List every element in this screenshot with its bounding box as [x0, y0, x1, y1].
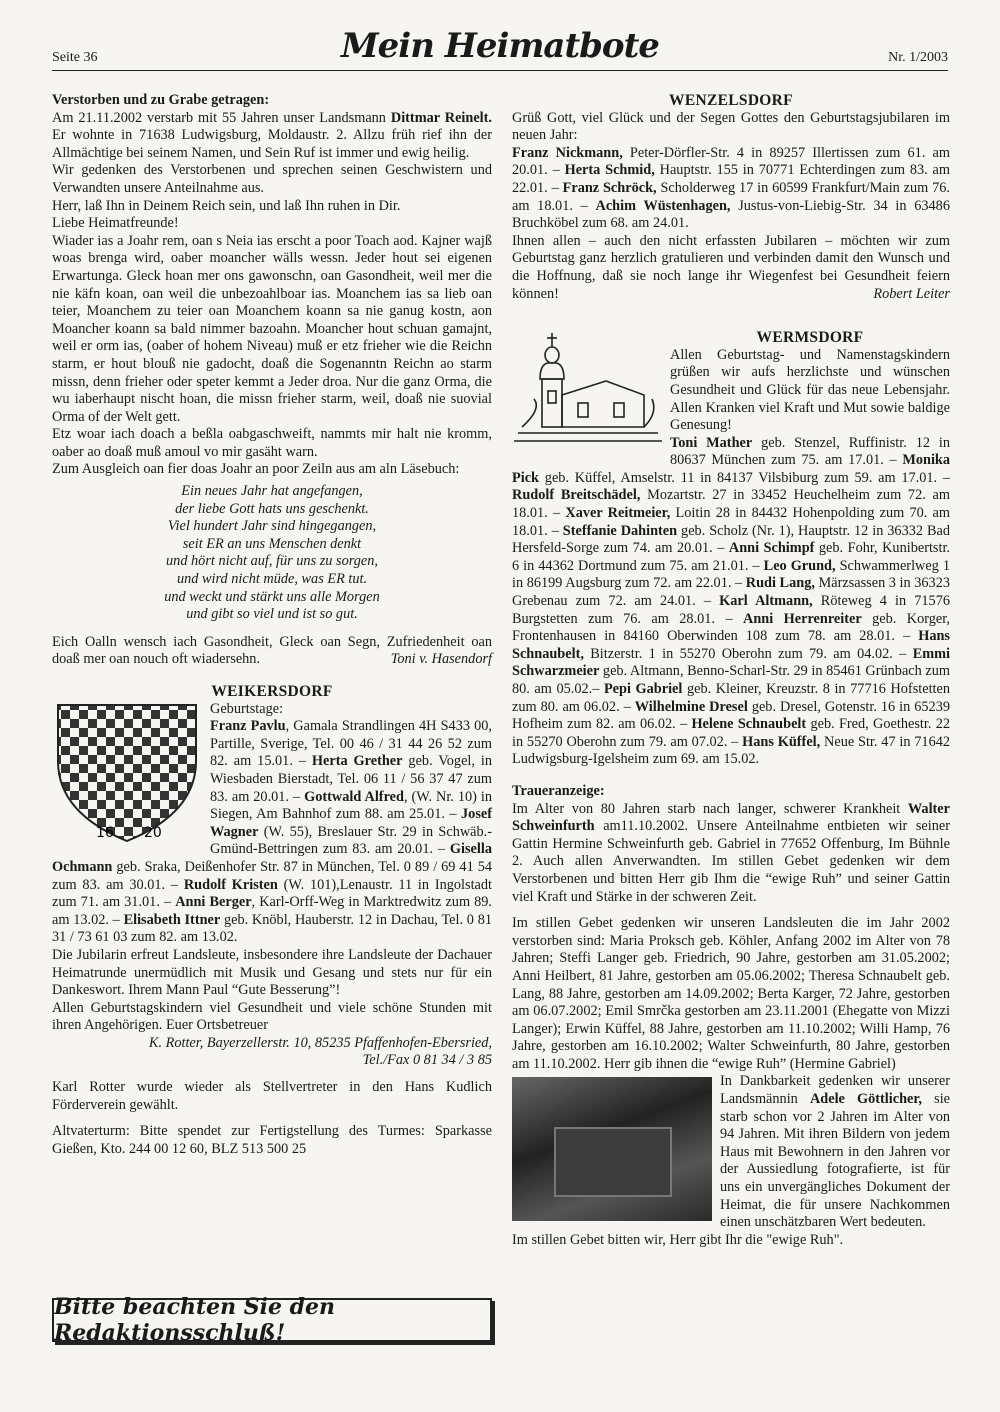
weikersdorf-birthdays: Franz Pavlu, Gamala Strandlingen 4H S433 00, Partille, Sverige, Tel. 00 46 / 31 44 26 52 zum 82. am 15.01. – Herta Grether geb. Vogel, in Wiesbaden Bierstadt, Tel. 06 11 / 56 37 47 zum 83. am 20.01. – Gottwald Alfred, (W. Nr. 10) in Siegen, Am Bahnhof zum 88. am 25.01. – Josef Wagner (W. 55), Breslauer Str. 29 in Schwäb.-Gmünd-Bettringen zum 83. am 20.01. – Gisella Ochmann geb. Sraka, Deißenhofer Str. 87 in München, Tel. 0 89 / 69 41 54 zum 83. am 30.01. – Rudolf Kristen (W. 101),Lenaustr. 11 in Ingolstadt zum 71. am 31.01. – Anni Berger, Karl-Orff-Weg in Marktredwitz zum 89. am 13.02. – Elisabeth Ittner geb. Knöbl, Hauberstr. 12 in Dachau, Tel. 0 81 31 / 73 61 03 zum 82. am 13.02. [52, 718, 493, 946]
obituary-prayer: Herr, laß Ihn in Deinem Reich sein, und laß Ihn ruhen in Dir. [52, 197, 401, 214]
wenzelsdorf-birthdays: Franz Nickmann, Peter-Dörfler-Str. 4 in 89257 Illertissen zum 61. am 20.01. – Herta Schmid, Hauptstr. 155 in 70771 Echterdingen zum 83. am 22.01. – Franz Schröck, Scholderweg 17 in 60599 Frankfurt/Main zum 76. am 18.01. – Achim Wüstenhagen, Justus-von-Liebig-Str. 34 in 63486 Bruchköbel zum 68. am 24.01. [512, 144, 951, 232]
shield-icon [52, 701, 202, 843]
poem-line: und weckt und stärkt uns alle Morgen [164, 588, 380, 605]
poem-line: seit ER an uns Menschen denkt [182, 535, 362, 552]
shield-year: 16 [96, 824, 114, 841]
weikersdorf-note: Die Jubilarin erfreut Landsleute, insbesondere ihre Landsleute der Dachauer Heimatrunde unermüdlich mit Musik und Gesang und stets nur für ein Dankeswort. Ihrem Mann Paul “Gute Besserung”! [52, 946, 492, 999]
poem [52, 483, 492, 624]
mourning-notice: Im Alter von 80 Jahren starb nach langer, schwerer Krankheit Walter Schweinfurth am11.10.2002. Unsere Anteilnahme entbieten wir seiner Gattin Hermine Schweinfurth geb. Gabriel in 77652 Offenburg, Im Bühnle 2. Auch allen Anverwandten. Im stillen Gebet gedenken wir dem Verstorbenen und bitten Herr gib Ihm die “ewige Ruh” und seiner Gattin viel Kraft und Stärke in der schweren Zeit. [512, 800, 951, 905]
signature-phone: Tel./Fax 0 81 34 / 3 85 [362, 1052, 492, 1069]
dialect-paragraph: Zum Ausgleich oan fier doas Joahr an poor Zeiln aus am aln Läsebuch: [52, 461, 460, 478]
author: Toni v. Hasendorf [390, 651, 492, 668]
poem-line: und hört nicht auf, für uns zu sorgen, [166, 553, 378, 570]
poem-line: Ein neues Jahr hat angefangen, [181, 483, 363, 500]
final-prayer: Im stillen Gebet bitten wir, Herr gibt Ihr die "ewige Ruh". [512, 1231, 844, 1248]
church-drawing [512, 329, 662, 453]
signature-address: K. Rotter, Bayerzellerstr. 10, 85235 Pfaffenhofen-Ebersried, [148, 1034, 492, 1051]
wermsdorf-intro: Allen Geburtstag- und Namenstagskindern grüßen wir aufs herzlichste und wünschen Gesundheit und Glück für das neue Lebensjahr. Allen Kranken viel Kraft und Mut sowie baldige Genesung! [670, 346, 950, 434]
deceased-list: Im stillen Gebet gedenken wir unseren Landsleuten die im Jahr 2002 verstorben sind: Maria Proksch geb. Köhler, Anfang 2002 im Alter von 78 Jahren; Steffi Langer geb. Friedrich, 90 Jahre, gestorben am 31.05.2002; Anni Heilbert, 81 Jahre, gestorben am 05.06.2002; Theresa Schnaubelt geb. Lang, 88 Jahre, gestorben am 14.09.2002; Berta Karger, 72 Jahre, gestorben am 06.07.2002; Emil Smrčka gestorben am 23.11.2001 (Ehegatte von Mizzi Langer); Erwin Küffel, 88 Jahre, gestorben am 11.10.2002; Willi Hamp, 76 Jahre, gestorben am 16.10.2002; Walter Schweinfurth, 80 Jahre, gestorben am 11.10.2002. Herr gib ihnen die “ewige Ruh” (Hermine Gabriel) [512, 915, 950, 1072]
donation-note: Altvaterturm: Bitte spendet zur Fertigstellung des Turmes: Sparkasse Gießen, Kto. 244 00 12 60, BLZ 513 500 25 [52, 1123, 492, 1157]
issue-number: Nr. 1/2003 [888, 50, 948, 65]
section-heading-wermsdorf: WERMSDORF [756, 329, 864, 347]
poem-line: und gibt so viel und ist so gut. [186, 606, 358, 623]
page-number: Seite 36 [52, 50, 98, 65]
remembrance-text: In Dankbarkeit gedenken wir unserer Landsmännin Adele Göttlicher, sie starb schon vor 2 Jahren im Alter von 94 Jahren. Mit ihren Bildern von jedem Haus mit Bewohnern in den Jahren vor der Aussiedlung fotografierte, ist für uns ein unvergängliches Dokument der Heimat, die für unsere Nachkommen einen unschätzbaren Wert bedeuten. [720, 1073, 951, 1231]
right-column [512, 92, 950, 1249]
church-icon [512, 329, 662, 447]
dialect-paragraph: Wiader ias a Joahr rem, oan s Neia ias erscht a poor Toach aod. Kajner wajß woas brenga wird, oaber moancher wälls wessn. Jeder hout sei eigenen Erwartunga. Gleck hoan mer ons gawonschn, oan Gasondheit, weil mer die nie käfn koan, oan weil die unbezoahlboar ias. Moanchem ias sa lieb oan teier, Moanchem zu teier oan Moanchem koann sa nie ganug kostn, aon Moancher koann sa bald nimmer bazoahn. Moancher hout schuan gamajnt, weil er orm ias, (oaber of hohem Niveau) muß er etz frieher wie die Reichn starm, er hout blouß nie gadocht, doaß die Sogenanntn Reichn ao starm missn, denn frieher oder speter kemmt a Jeder droa. Nur die ganz Orma, die wu iaberhaupt nischt hoan, die missn frieher starm, weil, doaß nie suovial Orma of der Welt gett. [52, 232, 492, 425]
obituary-condolence: Wir gedenken des Verstorbenen und sprechen seinen Geschwistern und Verwandten unsere Anteilnahme aus. [52, 162, 492, 196]
dialect-paragraph: Etz woar iach doach a beßla oabgaschweift, nammts mir halt nie kromm, oaber ao doaß muß amoul vo mir gasäht warn. [52, 426, 492, 460]
election-note: Karl Rotter wurde wieder als Stellvertreter in den Hans Kudlich Förderverein gewählt. [52, 1079, 492, 1113]
wermsdorf-birthdays: Toni Mather geb. Stenzel, Ruffinistr. 12 in 80637 München zum 75. am 17.01. – Monika Pick geb. Küffel, Amselstr. 11 in 84137 Vilsbiburg zum 59. am 17.01. – Rudolf Breitschädel, Mozartstr. 27 in 33452 Heuchelheim zum 72. am 18.01. – Xaver Reitmeier, Loitin 28 in 84432 Hohenpolding zum 70. am 18.01. – Steffanie Dahinten geb. Scholz (Nr. 1), Hauptstr. 12 in 36332 Bad Hersfeld-Sorge zum 74. am 20.01. – Anni Schimpf geb. Fohr, Kunibertstr. 6 in 44362 Dortmund zum 75. am 21.01. – Leo Grund, Schwammerlweg 1 in 86199 Augsburg zum 72. am 22.01. – Rudi Lang, Märzsassen 3 in 36323 Grebenau zum 72. am 24.01. – Karl Altmann, Röteweg 4 in 71576 Burgstetten zum 76. am 28.01. – Anni Herrenreiter geb. Korger, Frontenhausen in 84160 Oberwinden 108 zum 78. am 28.01. – Hans Schnaubelt, Bitzerstr. 1 in 55270 Oberohn zum 79. am 04.02. – Emmi Schwarzmeier geb. Altmann, Benno-Scharl-Str. 29 in 85461 Grünbach zum 80. am 05.02.– Pepi Gabriel geb. Kleiner, Kreuzstr. 8 in 77716 Hofstetten zum 80. am 06.02. – Wilhelmine Dresel geb. Dresel, Gotenstr. 16 in 65239 Hofheim zum 82. am 06.02. – Helene Schnaubelt geb. Fred, Goethestr. 22 in 55270 Oberohn zum 79. am 07.02. – Hans Küffel, Neue Str. 47 in 71642 Ludwigsburg-Igelsheim zum 69. am 15.02. [512, 434, 951, 768]
photo-image [512, 1077, 712, 1221]
shield-year: 20 [144, 824, 162, 841]
poem-line: und wird nicht müde, was ER tut. [176, 571, 368, 588]
weikersdorf-wishes: Allen Geburtstagskindern viel Gesundheit und viele schöne Stunden mit ihren Angehörigen. Euer Ortsbetreuer [52, 999, 492, 1034]
obituary-text: Am 21.11.2002 verstarb mit 55 Jahren unser Landsmann Dittmar Reinelt. Er wohnte in 71638 Ludwigsburg, Moldaustr. 2. Allzu früh rief ihn der Allmächtige bei seinem Namen, und Sein Ruf ist immer und ewig heilig. [52, 109, 492, 161]
poem-line: Viel hundert Jahr sind hingegangen, [167, 518, 377, 535]
coat-of-arms [52, 701, 202, 849]
section-heading-wenzelsdorf: WENZELSDORF [669, 92, 793, 109]
poem-line: der liebe Gott hats uns geschenkt. [175, 500, 369, 517]
deadline-banner: Bitte beachten Sie den Redaktionsschluß! [52, 1298, 492, 1342]
newspaper-title: Mein Heimatbote [341, 26, 659, 66]
header-divider [52, 70, 948, 71]
wenzelsdorf-intro: Grüß Gott, viel Glück und der Segen Gottes den Geburtstagsjubilaren im neuen Jahr: [512, 109, 950, 144]
wenzelsdorf-wishes: Ihnen allen – auch den nicht erfassten Jubilaren – möchten wir zum Geburtstag ganz herzlich gratulieren und verbinden damit den Wunsch und die Hoffnung, daß sie noch lange ihr Wiegenfest bei Gesundheit feiern können! Robert Leiter [512, 232, 950, 302]
birthdays-label: Geburtstage: [210, 700, 284, 717]
greeting: Liebe Heimatfreunde! [52, 215, 179, 232]
obituary-heading: Verstorben und zu Grabe getragen: [52, 92, 270, 108]
left-column [52, 92, 492, 1158]
gravestone-photo [512, 1077, 712, 1221]
section-heading-weikersdorf: WEIKERSDORF [211, 683, 333, 700]
author: Robert Leiter [873, 285, 950, 302]
mourning-heading: Traueranzeige: [512, 782, 605, 799]
closing-wishes: Eich Oalln wensch iach Gasondheit, Gleck oan Segn, Zufriedenheit oan doaß mer oan nouch oft wiadersehn. Toni v. Hasendorf [52, 633, 492, 668]
